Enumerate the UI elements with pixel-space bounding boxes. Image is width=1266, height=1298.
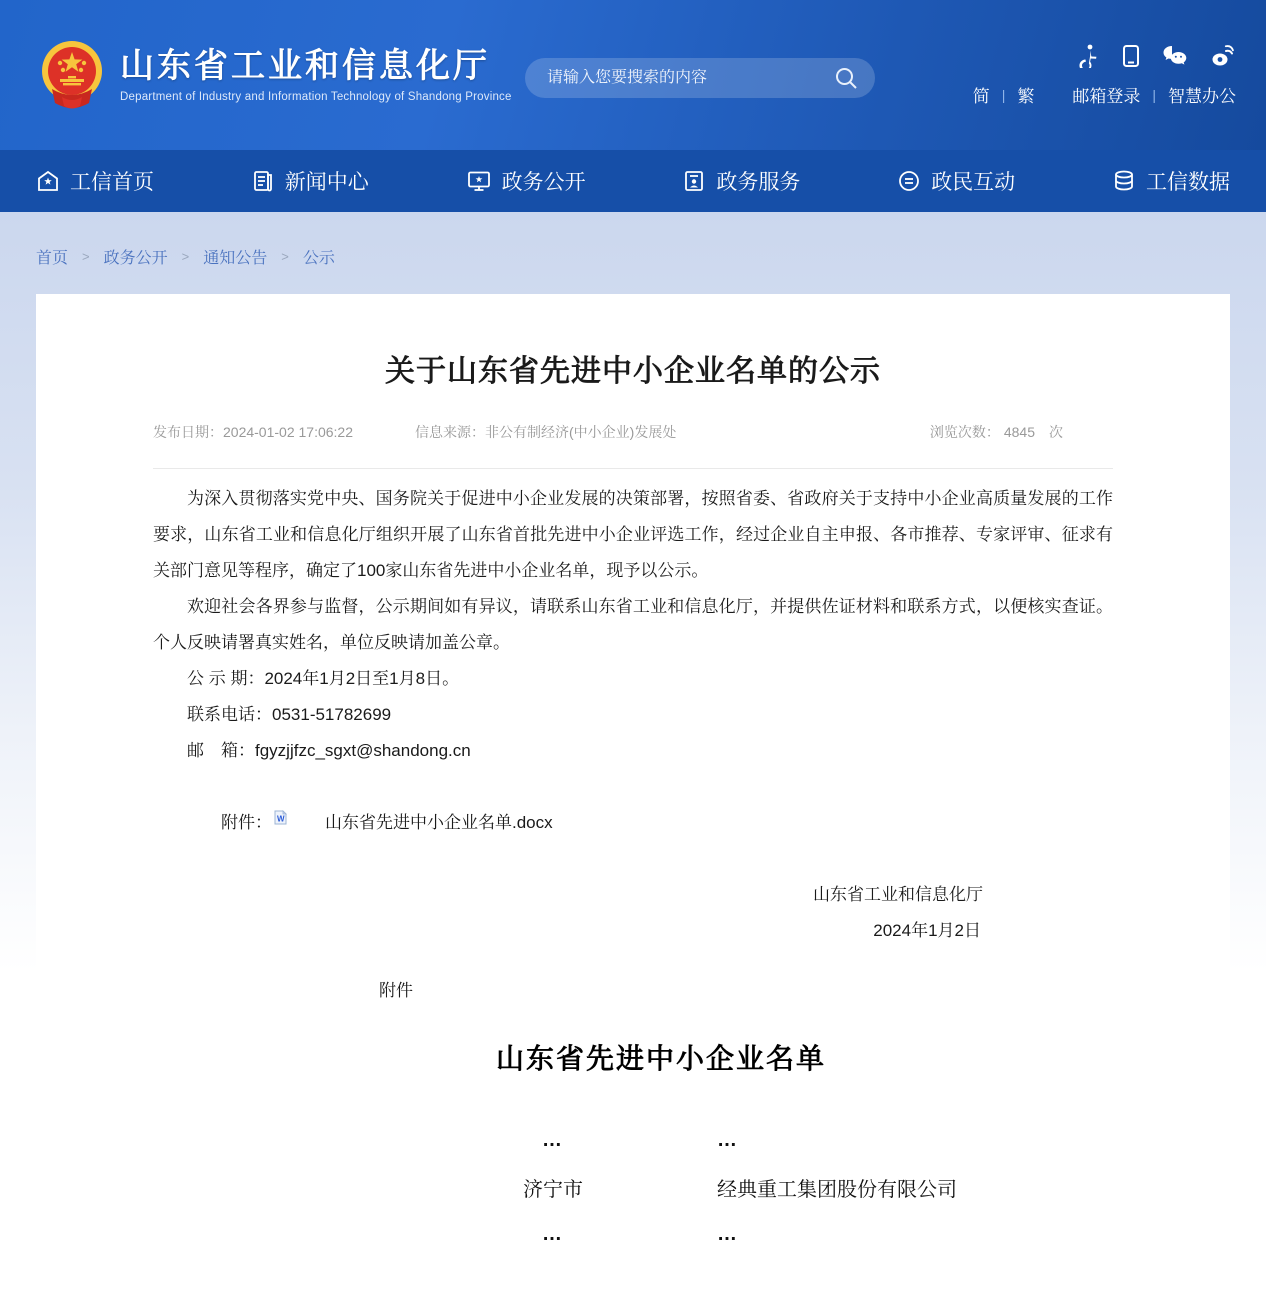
data-icon — [1112, 169, 1136, 193]
info-source — [415, 422, 676, 442]
signature-date: 2024年1月2日 — [873, 921, 981, 940]
spacer — [153, 769, 1113, 805]
article-meta — [153, 422, 1113, 442]
mobile-icon[interactable] — [1122, 44, 1140, 68]
breadcrumb-separator: > — [181, 249, 190, 264]
nav-item-gov-service[interactable] — [682, 166, 800, 196]
nav-label: 政务服务 — [716, 171, 801, 194]
view-count-value: 4845 — [1003, 424, 1035, 440]
site-subtitle: Department of Industry and Information Technology of Shandong Province — [120, 90, 512, 103]
appendix-list — [153, 1117, 1113, 1258]
publish-date-value: 2024-01-02 17:06:22 — [223, 424, 353, 440]
article-card — [36, 294, 1230, 1298]
view-count — [930, 422, 1063, 442]
page-background — [0, 212, 1266, 1298]
word-doc-icon[interactable] — [274, 810, 287, 825]
nav-label: 政民互动 — [931, 171, 1016, 194]
home-icon — [36, 169, 60, 193]
contact-email: 邮 箱：fgyzjjfzc_sgxt@shandong.cn — [187, 741, 471, 760]
city-cell: … — [542, 1129, 564, 1151]
meta-divider — [153, 468, 1113, 469]
company-cell: … — [717, 1129, 739, 1151]
body-paragraph: 为深入贯彻落实党中央、国务院关于促进中小企业发展的决策部署，按照省委、省政府关于支持中小企业高质量发展的工作要求，山东省工业和信息化厅组织开展了山东省首批先进中小企业评选工作，经过企业自主申报、各市推荐、专家评审、征求有关部门意见等程序，确定了100家山东省先进中小企业名单，现予以公示。 — [153, 489, 1113, 580]
breadcrumb-home[interactable]: 首页 — [36, 250, 69, 267]
info-source-label: 信息来源： — [415, 424, 485, 440]
divider: | — [1152, 86, 1156, 103]
site-title: 山东省工业和信息化厅 — [120, 47, 490, 86]
svg-text:W: W — [277, 814, 285, 823]
nav-label: 新闻中心 — [284, 171, 369, 194]
gov-open-icon — [466, 169, 492, 193]
nav-item-interaction[interactable] — [897, 166, 1015, 196]
article-body — [153, 481, 1113, 949]
view-count-unit: 次 — [1049, 424, 1063, 440]
attachment-line — [153, 805, 1113, 841]
divider: | — [1001, 86, 1006, 103]
company-cell: … — [717, 1223, 739, 1245]
nav-item-news[interactable] — [251, 166, 369, 196]
main-nav — [0, 150, 1266, 212]
search-icon[interactable] — [833, 65, 859, 91]
attachment-link[interactable]: 山东省先进中小企业名单.docx — [325, 813, 553, 832]
header-utilities — [973, 44, 1236, 107]
lang-simplified-link[interactable]: 简 — [972, 87, 990, 106]
city-cell: … — [542, 1223, 564, 1245]
accessibility-icon[interactable] — [1078, 44, 1100, 68]
nav-label: 工信首页 — [70, 171, 154, 194]
article-title: 关于山东省先进中小企业名单的公示 — [385, 355, 881, 388]
breadcrumb — [36, 245, 1266, 268]
gov-service-icon — [682, 169, 706, 193]
list-item — [153, 1164, 1113, 1211]
attachment-label: 附件： — [221, 813, 272, 832]
header-link-row — [973, 82, 1236, 107]
interaction-icon — [897, 169, 921, 193]
public-notice-period: 公 示 期：2024年1月2日至1月8日。 — [187, 669, 460, 688]
nav-item-data[interactable] — [1112, 166, 1230, 196]
view-count-label: 浏览次数： — [929, 424, 1000, 440]
nav-item-home[interactable] — [36, 166, 154, 196]
search-input[interactable] — [547, 69, 833, 87]
weibo-icon[interactable] — [1210, 44, 1236, 68]
nav-item-gov-open[interactable] — [466, 166, 586, 196]
smart-office-link[interactable]: 智慧办公 — [1168, 87, 1236, 106]
info-source-value: 非公有制经济(中小企业)发展处 — [485, 424, 677, 440]
wechat-icon[interactable] — [1162, 44, 1188, 68]
news-icon — [251, 169, 275, 193]
breadcrumb-separator: > — [82, 249, 90, 264]
site-header — [0, 0, 1266, 150]
header-icon-row — [973, 44, 1236, 68]
breadcrumb-notices[interactable]: 通知公告 — [203, 250, 268, 267]
national-emblem-logo — [38, 39, 106, 111]
appendix-title: 山东省先进中小企业名单 — [495, 1044, 826, 1075]
nav-label: 工信数据 — [1145, 171, 1230, 194]
breadcrumb-gov-open[interactable]: 政务公开 — [103, 250, 168, 267]
breadcrumb-current[interactable]: 公示 — [302, 250, 335, 267]
nav-label: 政务公开 — [501, 171, 586, 194]
lang-traditional-link[interactable]: 繁 — [1017, 87, 1035, 106]
site-brand[interactable] — [38, 39, 512, 111]
publish-date — [153, 422, 353, 442]
list-item — [153, 1117, 1113, 1164]
signature-block — [153, 877, 1113, 949]
mail-login-link[interactable]: 邮箱登录 — [1072, 87, 1141, 106]
city-cell: 济宁市 — [523, 1179, 583, 1201]
company-cell: 经典重工集团股份有限公司 — [717, 1179, 957, 1201]
signature-org: 山东省工业和信息化厅 — [813, 885, 983, 904]
publish-date-label: 发布日期： — [153, 424, 223, 440]
brand-text — [120, 47, 512, 102]
body-paragraph: 欢迎社会各界参与监督，公示期间如有异议，请联系山东省工业和信息化厅，并提供佐证材料和联系方式，以便核实查证。个人反映请署真实姓名，单位反映请加盖公章。 — [153, 597, 1113, 652]
list-item — [153, 1211, 1113, 1258]
search-box[interactable] — [525, 58, 875, 98]
contact-phone: 联系电话：0531-51782699 — [187, 705, 392, 724]
breadcrumb-separator: > — [281, 249, 289, 264]
appendix-label: 附件 — [379, 981, 413, 1000]
